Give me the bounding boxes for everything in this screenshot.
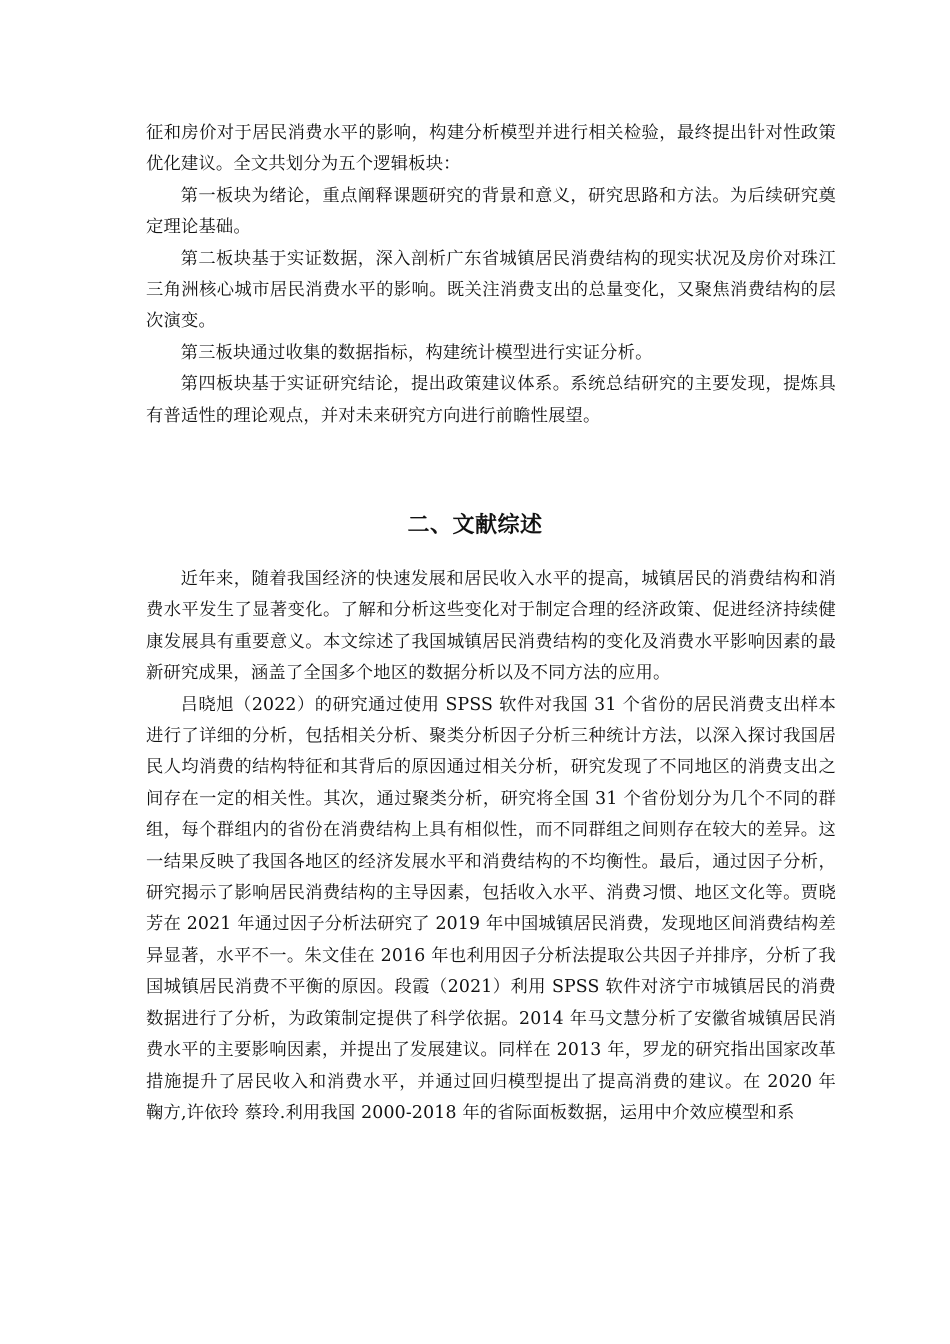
literature-review-section <box>146 564 836 1129</box>
intro-block-1-paragraph: 第一板块为绪论，重点阐释课题研究的背景和意义，研究思路和方法。为后续研究奠定理论基础。 <box>146 185 836 238</box>
review-paragraph-2: 吕晓旭（2022）的研究通过使用 SPSS 软件对我国 31 个省份的居民消费支出样本进行了详细的分析，包括相关分析、聚类分析因子分析三种统计方法，以深入探讨我国居民人均消费的结构特征和其背后的原因通过相关分析，研究发现了不同地区的消费支出之间存在一定的相关性。其次，通过聚类分析，研究将全国 31 个省份划分为几个不同的群组，每个群组内的省份在消费结构上具有相似性，而不同群组之间则存在较大的差异。这一结果反映了我国各地区的经济发展水平和消费结构的不均衡性。最后，通过因子分析，研究揭示了影响居民消费结构的主导因素，包括收入水平、消费习惯、地区文化等。贾晓芳在 2021 年通过因子分析法研究了 2019 年中国城镇居民消费，发现地区间消费结构差异显著，水平不一。朱文佳在 2016 年也利用因子分析法提取公共因子并排序，分析了我国城镇居民消费不平衡的原因。段霞（2021）利用 SPSS 软件对济宁市城镇居民的消费数据进行了分析，为政策制定提供了科学依据。2014 年马文慧分析了安徽省城镇居民消费水平的主要影响因素，并提出了发展建议。同样在 2013 年，罗龙的研究指出国家改革措施提升了居民收入和消费水平，并通过回归模型提出了提高消费的建议。在 2020 年 鞠方,许依玲 蔡玲.利用我国 2000-2018 年的省际面板数据，运用中介效应模型和系 <box>146 694 836 1123</box>
intro-block-3-paragraph: 第三板块通过收集的数据指标，构建统计模型进行实证分析。 <box>180 342 653 363</box>
intro-section <box>146 118 836 432</box>
intro-continuation-paragraph: 征和房价对于居民消费水平的影响，构建分析模型并进行相关检验，最终提出针对性政策优化建议。全文共划分为五个逻辑板块： <box>146 123 836 175</box>
review-paragraph-1: 近年来，随着我国经济的快速发展和居民收入水平的提高，城镇居民的消费结构和消费水平发生了显著变化。了解和分析这些变化对于制定合理的经济政策、促进经济持续健康发展具有重要意义。本文综述了我国城镇居民消费结构的变化及消费水平影响因素的最新研究成果，涵盖了全国多个地区的数据分析以及不同方法的应用。 <box>146 569 836 684</box>
section-heading: 二、文献综述 <box>407 513 543 539</box>
intro-block-2-paragraph: 第二板块基于实证数据，深入剖析广东省城镇居民消费结构的现实状况及房价对珠江三角洲核心城市居民消费水平的影响。既关注消费支出的总量变化，又聚焦消费结构的层次演变。 <box>146 248 836 332</box>
intro-block-4-paragraph: 第四板块基于实证研究结论，提出政策建议体系。系统总结研究的主要发现，提炼具有普适性的理论观点，并对未来研究方向进行前瞻性展望。 <box>146 374 836 426</box>
